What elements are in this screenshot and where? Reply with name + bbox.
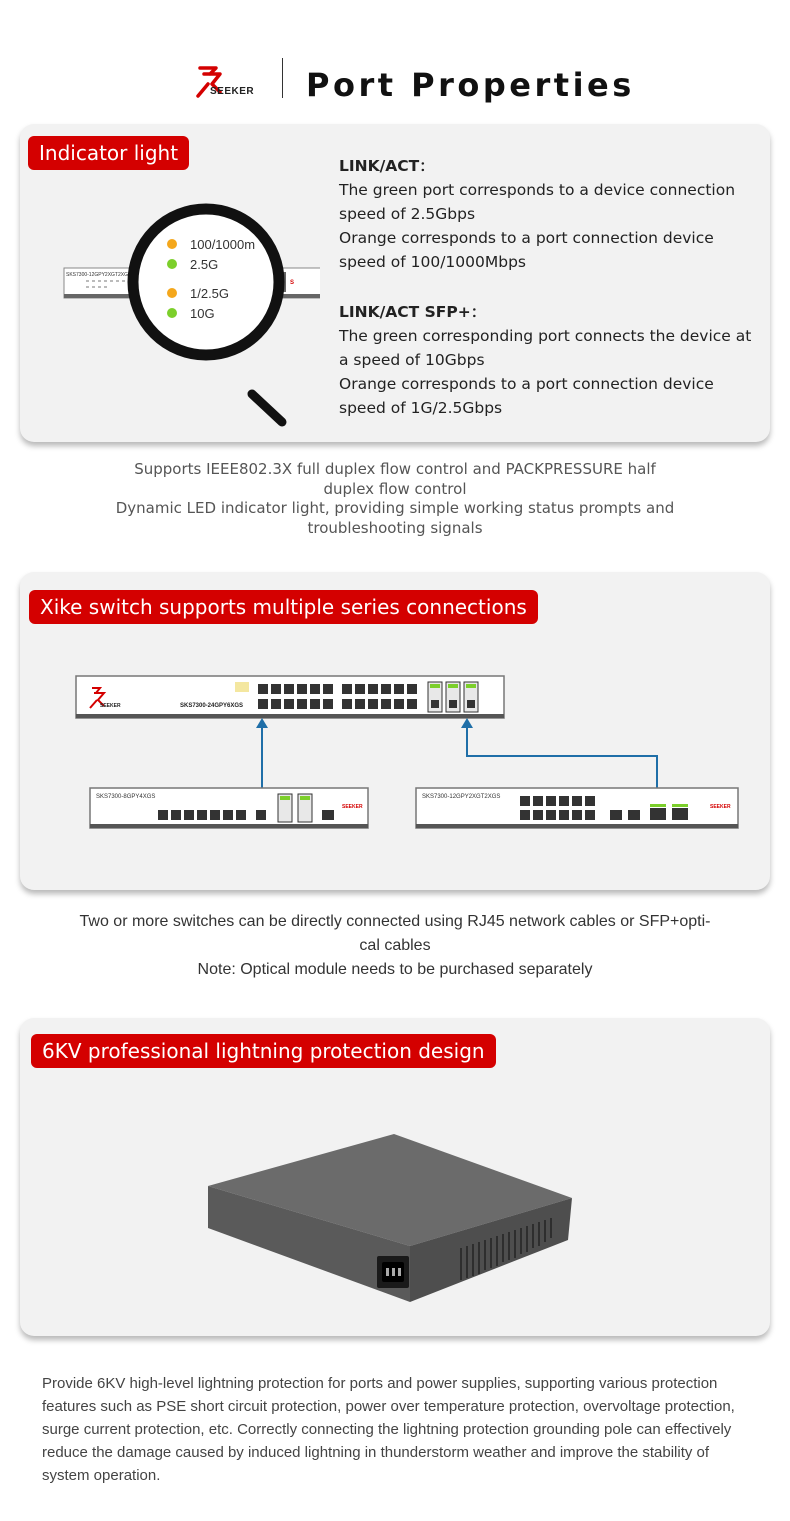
right-switch-label: SKS7300-12GPY2XGT2XGS	[422, 794, 501, 800]
lightning-description: Provide 6KV high-level lightning protection for ports and power supplies, supporting various protection features such as PSE short circuit protection, power over temperature protection, overvoltage protection, surge current protection, etc. Correctly connecting the lightning protection grounding pole can effectively reduce the damage caused by induced lightning in thunderstorm weather and improve the stability of system operation.	[42, 1375, 735, 1484]
header-divider	[282, 58, 283, 98]
series-caption	[0, 910, 790, 982]
left-switch	[90, 788, 368, 828]
top-switch	[76, 676, 504, 718]
caption2-line3: Note: Optical module needs to be purchased separately	[197, 961, 593, 978]
sfp-heading: LINK/ACT SFP+：	[339, 303, 487, 321]
legend-2-5g: 2.5G	[190, 257, 219, 272]
page-header	[0, 0, 790, 118]
svg-text:S: S	[290, 280, 295, 286]
cable-arrow-up-icon	[461, 718, 473, 728]
link-act-line2: Orange corresponds to a port connection device speed of 100/1000Mbps	[339, 229, 714, 271]
link-act-heading: LINK/ACT：	[339, 157, 435, 175]
caption2-line1: Two or more switches can be directly connected using RJ45 network cables or SFP+opti-	[79, 913, 711, 930]
legend-10g: 10G	[190, 306, 215, 321]
sfp-line1: The green corresponding port connects the device at a speed of 10Gbps	[339, 327, 752, 369]
indicator-device-label: SKS7300-12GPY2XGT2XGS	[66, 272, 132, 278]
power-socket-icon	[377, 1256, 409, 1288]
left-switch-label: SKS7300-8GPY4XGS	[96, 794, 156, 800]
indicator-light-card	[20, 124, 770, 442]
svg-text:SEEKER: SEEKER	[100, 703, 121, 709]
series-connection-card	[20, 572, 770, 890]
legend-1-2-5g: 1/2.5G	[190, 286, 230, 301]
caption1-line1: Supports IEEE802.3X full duplex flow control and PACKPRESSURE half	[134, 460, 656, 478]
sfp-line2: Orange corresponds to a port connection device speed of 1G/2.5Gbps	[339, 375, 714, 417]
flow-control-caption	[0, 460, 790, 538]
green-dot-icon	[167, 259, 177, 269]
top-switch-sfp	[428, 682, 478, 712]
right-switch	[416, 788, 738, 828]
indicator-illustration	[20, 184, 320, 442]
orange-dot-icon	[167, 288, 177, 298]
caption2-line2: cal cables	[359, 937, 431, 954]
caption1-line4: troubleshooting signals	[307, 518, 483, 537]
svg-text:SEEKER: SEEKER	[342, 804, 363, 810]
legend-100-1000m: 100/1000m	[190, 237, 256, 252]
switch-rear-illustration	[20, 1018, 770, 1336]
series-connection-tag: Xike switch supports multiple series connections	[29, 590, 538, 624]
lightning-protection-tag: 6KV professional lightning protection design	[31, 1034, 496, 1068]
page-title: Port Properties	[306, 66, 635, 104]
cable-arrow-up-icon	[256, 718, 268, 728]
green-dot-icon	[167, 308, 177, 318]
link-act-line1: The green port corresponds to a device connection speed of 2.5Gbps	[339, 181, 736, 223]
brand-name: SEEKER	[210, 86, 255, 97]
caption1-line2: duplex flow control	[323, 479, 467, 498]
caption1-line3: Dynamic LED indicator light, providing simple working status prompts and	[115, 499, 675, 517]
orange-dot-icon	[167, 239, 177, 249]
series-connection-diagram	[20, 572, 770, 890]
indicator-spec-text	[339, 154, 759, 420]
lightning-protection-card	[20, 1018, 770, 1336]
indicator-light-tag: Indicator light	[28, 136, 189, 170]
top-switch-label: SKS7300-24GPY6XGS	[180, 703, 244, 709]
svg-text:SEEKER: SEEKER	[710, 804, 731, 810]
